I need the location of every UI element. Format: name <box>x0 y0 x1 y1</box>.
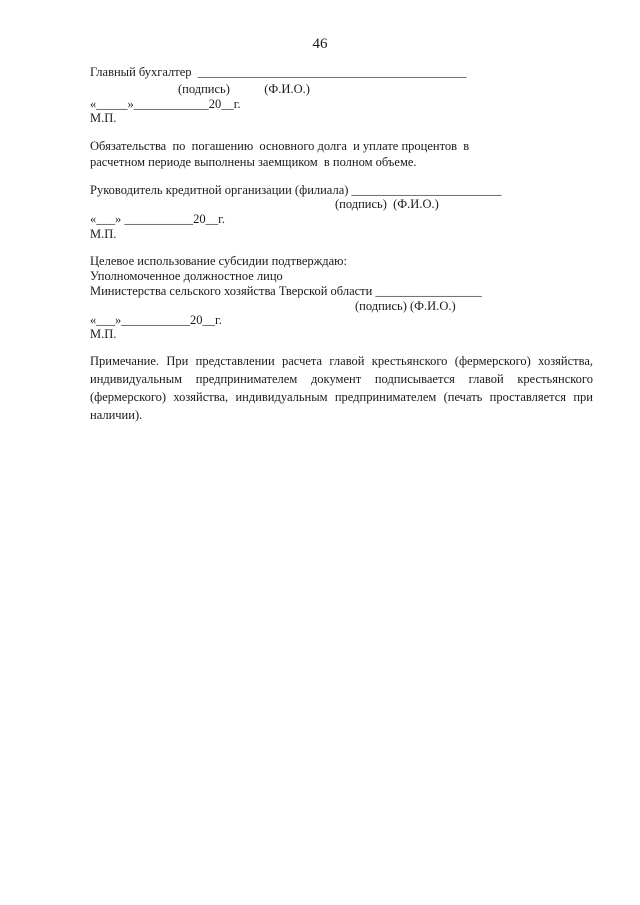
page-number: 46 <box>312 36 328 52</box>
head-date-line: «___» ___________20__г. <box>90 212 225 226</box>
ministry-date-line: «___»___________20__г. <box>90 313 222 327</box>
ministry-confirm-heading: Целевое использование субсидии подтверждаю: <box>90 254 347 268</box>
accountant-date-line: «_____»____________20__г. <box>90 97 241 111</box>
ministry-signature-line: Министерства сельского хозяйства Тверской области _________________ <box>90 284 482 298</box>
accountant-stamp-label: М.П. <box>90 111 117 125</box>
note-paragraph: Примечание. При представлении расчета главой крестьянского (фермерского) хозяйства, индивидуальным предпринимателем документ подписывается главой крестьянского (фермерского) хозяйства, индивидуальным предпринимателем (печать проставляется при наличии). <box>90 354 593 422</box>
head-signature-line: Руководитель кредитной организации (филиала) ________________________ <box>90 183 502 197</box>
ministry-official-label: Уполномоченное должностное лицо <box>90 269 283 283</box>
head-signature-caption: (подпись) (Ф.И.О.) <box>335 197 439 211</box>
accountant-signature-caption: (подпись) (Ф.И.О.) <box>178 82 310 96</box>
obligations-text-line-2: расчетном периоде выполнены заемщиком в полном объеме. <box>90 155 417 169</box>
head-stamp-label: М.П. <box>90 227 117 241</box>
ministry-signature-caption: (подпись) (Ф.И.О.) <box>355 299 456 313</box>
accountant-signature-line: Главный бухгалтер ___________________________________________ <box>90 65 467 79</box>
obligations-text-line-1: Обязательства по погашению основного долга и уплате процентов в <box>90 139 470 153</box>
ministry-stamp-label: М.П. <box>90 327 117 341</box>
